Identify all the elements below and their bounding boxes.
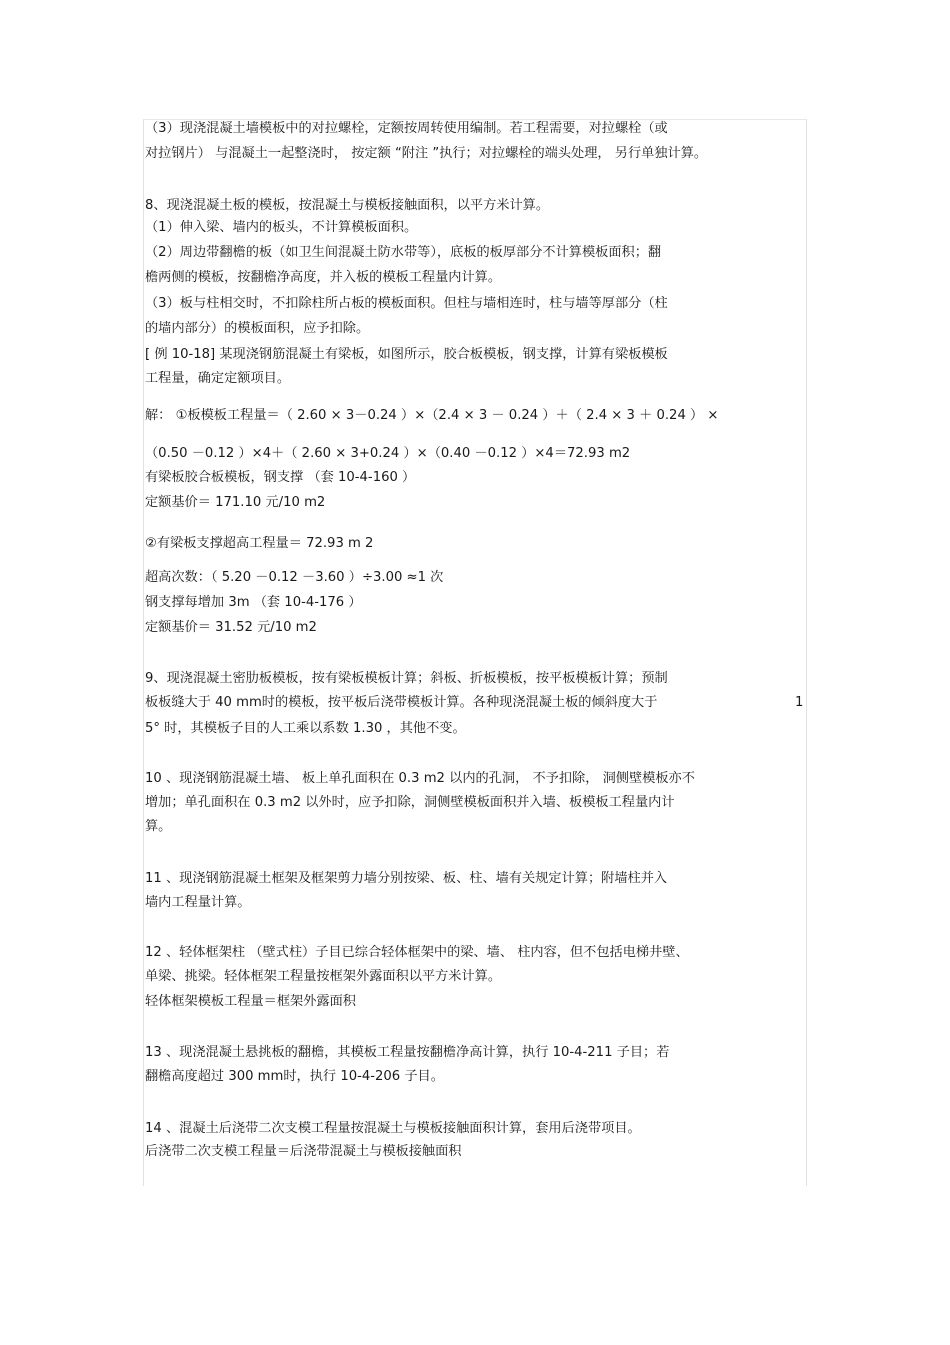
text-line: 后浇带二次支模工程量＝后浇带混凝土与模板接触面积 xyxy=(145,1144,462,1159)
text-line: 钢支撑每增加 3m （套 10-4-176 ） xyxy=(145,595,362,610)
text-line: 5° 时，其模板子目的人工乘以系数 1.30 ，其他不变。 xyxy=(145,721,466,736)
text-line: 定额基价＝ 31.52 元/10 m2 xyxy=(145,620,317,635)
section-heading: 14 、混凝土后浇带二次支模工程量按混凝土与模板接触面积计算，套用后浇带项目。 xyxy=(145,1121,641,1136)
text-line: 增加；单孔面积在 0.3 m2 以外时，应予扣除，洞侧壁模板面积并入墙、板模板工程量内计 xyxy=(145,795,675,810)
text-line: （1）伸入梁、墙内的板头，不计算模板面积。 xyxy=(145,220,418,235)
text-line: 檐两侧的模板，按翻檐净高度，并入板的模板工程量内计算。 xyxy=(145,270,502,285)
section-heading: 8、现浇混凝土板的模板，按混凝土与模板接触面积，以平方米计算。 xyxy=(145,198,550,213)
text-line: （2）周边带翻檐的板（如卫生间混凝土防水带等），底板的板厚部分不计算模板面积；翻 xyxy=(145,245,662,260)
section-heading: 11 、现浇钢筋混凝土框架及框架剪力墙分别按梁、板、柱、墙有关规定计算；附墙柱并入 xyxy=(145,871,668,886)
text-line: 对拉钢片） 与混凝土一起整浇时， 按定额 “附注 ”执行；对拉螺栓的端头处理， 另行单独计算。 xyxy=(145,146,708,161)
text-line: 墙内工程量计算。 xyxy=(145,895,251,910)
text-line: 算。 xyxy=(145,819,172,834)
section-heading: 12 、轻体框架柱 （壁式柱）子目已综合轻体框架中的梁、墙、 柱内容，但不包括电梯井壁、 xyxy=(145,945,689,960)
text-line: 的墙内部分）的模板面积，应予扣除。 xyxy=(145,321,370,336)
formula-line: （0.50 －0.12 ）×4＋（ 2.60 × 3+0.24 ）×（0.40 －0.12 ）×4＝72.93 m2 xyxy=(145,446,631,461)
example-heading: [ 例 10-18] 某现浇钢筋混凝土有梁板，如图所示，胶合板模板，钢支撑，计算有梁板模板 xyxy=(145,347,668,362)
section-heading: 10 、现浇钢筋混凝土墙、 板上单孔面积在 0.3 m2 以内的孔洞， 不予扣除， 洞侧壁模板亦不 xyxy=(145,771,695,786)
text-line: 单梁、挑梁。轻体框架工程量按框架外露面积以平方米计算。 xyxy=(145,969,502,984)
formula-line: 解： ①板模板工程量＝（ 2.60 × 3－0.24 ）×（2.4 × 3 － 0.24 ）＋（ 2.4 × 3 ＋ 0.24 ） × xyxy=(145,408,719,423)
text-line: 定额基价＝ 171.10 元/10 m2 xyxy=(145,495,326,510)
formula-line: 超高次数：（ 5.20 －0.12 －3.60 ）÷3.00 ≈1 次 xyxy=(145,570,444,585)
text-line: 板板缝大于 40 mm时的模板，按平板后浇带模板计算。各种现浇混凝土板的倾斜度大于 xyxy=(145,695,658,710)
text-line: （3）现浇混凝土墙模板中的对拉螺栓，定额按周转使用编制。若工程需要，对拉螺栓（或 xyxy=(145,121,668,136)
text-line: （3）板与柱相交时，不扣除柱所占板的模板面积。但柱与墙相连时，柱与墙等厚部分（柱 xyxy=(145,296,668,311)
text-line: 翻檐高度超过 300 mm时，执行 10-4-206 子目。 xyxy=(145,1069,444,1084)
text-fragment: 1 xyxy=(795,695,804,710)
text-line: 轻体框架模板工程量＝框架外露面积 xyxy=(145,994,356,1009)
section-heading: 9、现浇混凝土密肋板模板，按有梁板模板计算；斜板、折板模板，按平板模板计算；预制 xyxy=(145,671,668,686)
formula-line: ②有梁板支撑超高工程量＝ 72.93 m 2 xyxy=(145,536,374,551)
section-heading: 13 、现浇混凝土悬挑板的翻檐，其模板工程量按翻檐净高计算，执行 10-4-211 子目；若 xyxy=(145,1045,670,1060)
text-line: 工程量，确定定额项目。 xyxy=(145,371,291,386)
text-line: 有梁板胶合板模板，钢支撑 （套 10-4-160 ） xyxy=(145,470,416,485)
